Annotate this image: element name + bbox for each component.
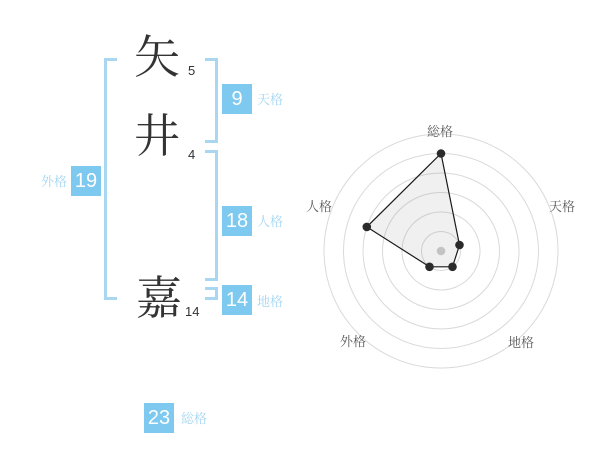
- chikaku-label: 地格: [257, 294, 284, 309]
- chikaku-bracket: [205, 287, 218, 300]
- radar-axis-label-1: 天格: [548, 199, 576, 214]
- soukaku-label: 総格: [181, 411, 208, 426]
- stroke-count-1: 5: [188, 63, 196, 78]
- gaikaku-bracket: [104, 58, 117, 300]
- jinkaku-value-badge: 18: [222, 206, 252, 236]
- radar-axis-label-3: 外格: [339, 334, 367, 349]
- radar-data-polygon: [367, 154, 460, 267]
- gaikaku-value-badge: 19: [71, 166, 101, 196]
- name-character-1: 矢: [134, 31, 180, 83]
- soukaku-value-badge: 23: [144, 403, 174, 433]
- fortune-radar-chart: [300, 110, 590, 380]
- radar-data-point-4: [363, 223, 372, 232]
- name-character-2: 井: [134, 110, 180, 162]
- tenkaku-bracket: [205, 58, 218, 143]
- stroke-count-3: 14: [185, 304, 200, 319]
- chikaku-value-badge: 14: [222, 285, 252, 315]
- radar-axis-label-4: 人格: [305, 199, 333, 214]
- tenkaku-label: 天格: [257, 92, 284, 107]
- radar-data-point-3: [425, 263, 434, 272]
- radar-axis-label-0: 総格: [426, 124, 454, 139]
- radar-data-point-1: [455, 241, 464, 250]
- radar-axis-label-2: 地格: [507, 335, 535, 350]
- radar-center-dot: [437, 247, 446, 256]
- jinkaku-bracket: [205, 150, 218, 281]
- name-character-3: 嘉: [136, 272, 182, 324]
- gaikaku-label: 外格: [41, 174, 68, 189]
- radar-data-point-2: [448, 263, 457, 272]
- tenkaku-value-badge: 9: [222, 84, 252, 114]
- jinkaku-label: 人格: [257, 214, 284, 229]
- stroke-count-2: 4: [188, 147, 196, 162]
- radar-data-point-0: [437, 149, 446, 158]
